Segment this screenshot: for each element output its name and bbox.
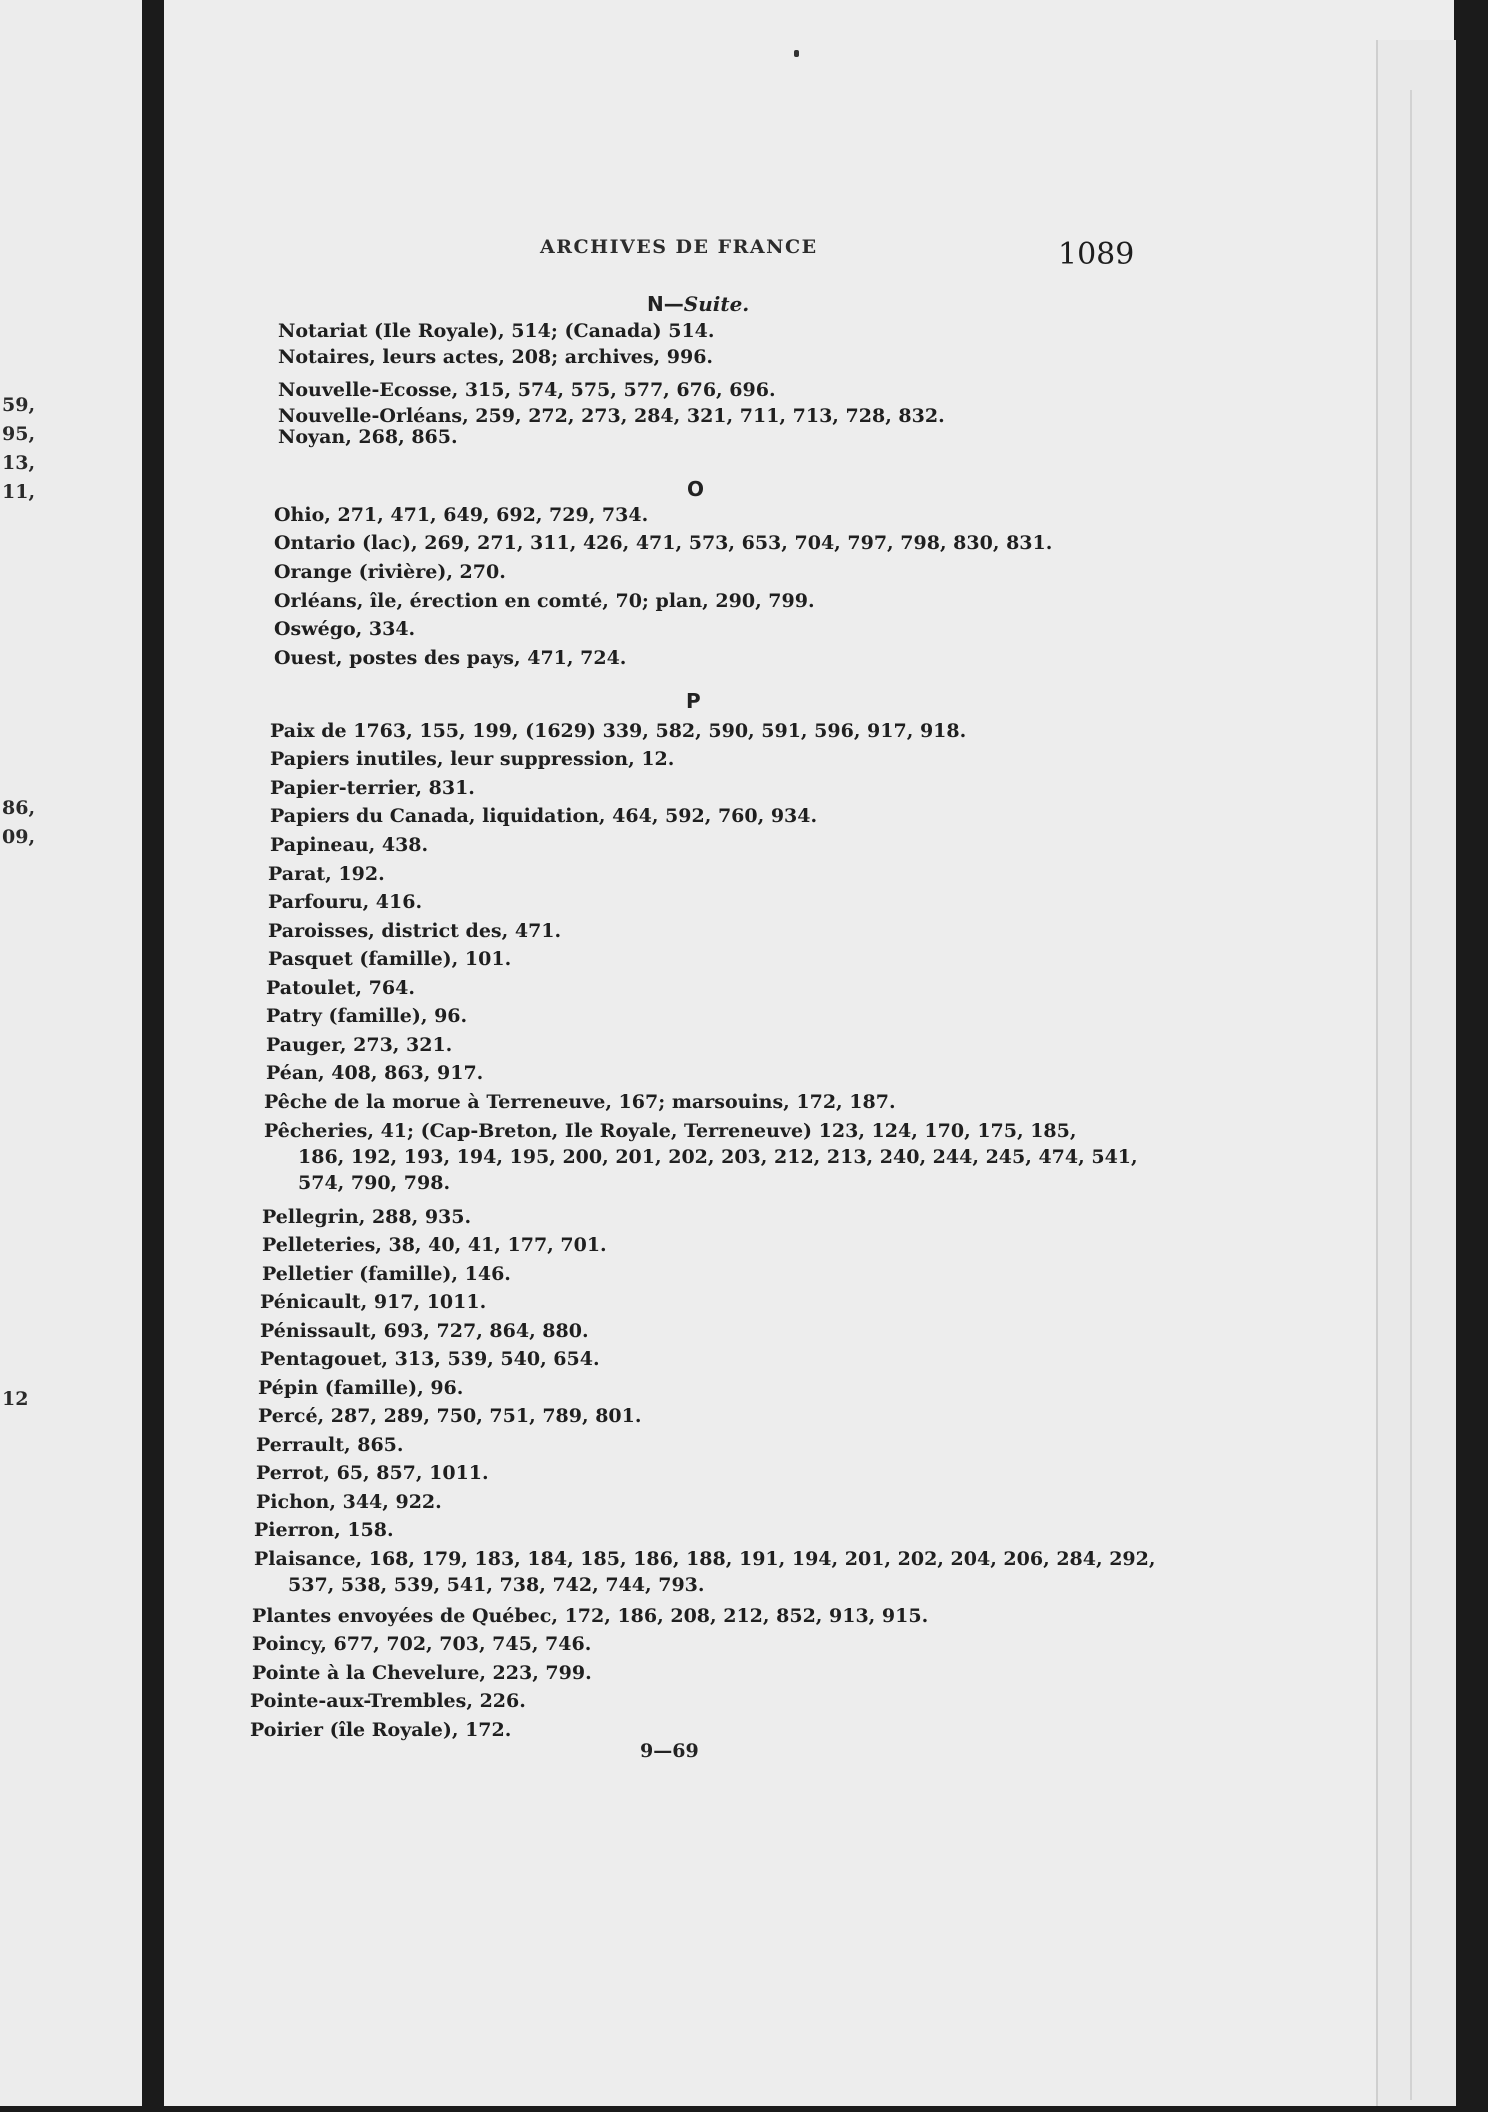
section-heading-letter: N—: [647, 292, 684, 316]
index-entry: Plantes envoyées de Québec, 172, 186, 208, 212, 852, 913, 915.: [252, 1605, 929, 1627]
left-margin-number: 09,: [2, 826, 36, 848]
index-entry: Pierron, 158.: [254, 1519, 394, 1541]
left-margin-number: 12: [2, 1388, 29, 1410]
index-entry: Notariat (Ile Royale), 514; (Canada) 514.: [278, 320, 715, 342]
index-entry-continuation: 186, 192, 193, 194, 195, 200, 201, 202, 203, 212, 213, 240, 244, 245, 474, 541,: [298, 1146, 1138, 1168]
index-entry: Oswégo, 334.: [274, 618, 416, 640]
index-entry: Pauger, 273, 321.: [266, 1034, 453, 1056]
index-entry: Perrot, 65, 857, 1011.: [256, 1462, 489, 1484]
left-margin-number: 13,: [2, 452, 36, 474]
bottom-border: [0, 2106, 1488, 2112]
index-entry: Patoulet, 764.: [266, 977, 415, 999]
signature-mark: 9—69: [640, 1740, 699, 1762]
index-entry: Patry (famille), 96.: [266, 1005, 468, 1027]
index-entry: Paroisses, district des, 471.: [268, 920, 562, 942]
index-entry: Pointe à la Chevelure, 223, 799.: [252, 1662, 592, 1684]
index-entry: Ohio, 271, 471, 649, 692, 729, 734.: [274, 504, 649, 526]
right-page-edge-line: [1410, 90, 1412, 2100]
index-entry: Péan, 408, 863, 917.: [266, 1062, 484, 1084]
left-margin-number: 86,: [2, 797, 36, 819]
index-entry-continuation: 574, 790, 798.: [298, 1172, 451, 1194]
section-heading-suite: Suite.: [683, 292, 750, 316]
left-margin-number: 59,: [2, 394, 36, 416]
index-entry: Pénicault, 917, 1011.: [260, 1291, 487, 1313]
index-entry-line: Pêcheries, 41; (Cap-Breton, Ile Royale, Terreneuve) 123, 124, 170, 175, 185,: [264, 1120, 1077, 1142]
index-entry: Papiers du Canada, liquidation, 464, 592, 760, 934.: [270, 805, 818, 827]
left-margin-number: 95,: [2, 423, 36, 445]
index-entry: Noyan, 268, 865.: [278, 426, 458, 448]
index-entry: Pentagouet, 313, 539, 540, 654.: [260, 1348, 600, 1370]
index-entry: Percé, 287, 289, 750, 751, 789, 801.: [258, 1405, 642, 1427]
index-entry: Pasquet (famille), 101.: [268, 948, 512, 970]
index-entry: Pichon, 344, 922.: [256, 1491, 442, 1513]
index-entry-line: Plaisance, 168, 179, 183, 184, 185, 186, 188, 191, 194, 201, 202, 204, 206, 284, 292,: [254, 1548, 1156, 1570]
index-entry: Papier-terrier, 831.: [270, 777, 475, 799]
index-entry: Pépin (famille), 96.: [258, 1377, 464, 1399]
index-entry: Nouvelle-Orléans, 259, 272, 273, 284, 321, 711, 713, 728, 832.: [278, 405, 945, 427]
dust-mark: [794, 50, 799, 57]
index-entry: Ontario (lac), 269, 271, 311, 426, 471, 573, 653, 704, 797, 798, 830, 831.: [274, 532, 1053, 554]
running-head: ARCHIVES DE FRANCE: [540, 236, 818, 258]
index-entry: Pêche de la morue à Terreneuve, 167; marsouins, 172, 187.: [264, 1091, 896, 1113]
index-entry: Papineau, 438.: [270, 834, 429, 856]
index-entry: Pellegrin, 288, 935.: [262, 1206, 472, 1228]
book-spine: [142, 0, 164, 2112]
index-entry: Pelleteries, 38, 40, 41, 177, 701.: [262, 1234, 607, 1256]
left-margin-number: 11,: [2, 481, 36, 503]
index-entry: Poincy, 677, 702, 703, 745, 746.: [252, 1633, 592, 1655]
index-entry-continuation: 537, 538, 539, 541, 738, 742, 744, 793.: [288, 1574, 705, 1596]
right-page-edge: [1376, 40, 1456, 2106]
index-entry: Perrault, 865.: [256, 1434, 404, 1456]
index-entry: Pelletier (famille), 146.: [262, 1263, 511, 1285]
index-entry-multiline: [254, 1546, 1155, 1598]
page-number: 1089: [1058, 237, 1135, 272]
index-entry: Ouest, postes des pays, 471, 724.: [274, 647, 627, 669]
index-entry: Papiers inutiles, leur suppression, 12.: [270, 748, 675, 770]
index-entry: Parat, 192.: [268, 863, 385, 885]
index-entry: Nouvelle-Ecosse, 315, 574, 575, 577, 676, 696.: [278, 379, 776, 401]
index-entry: Orange (rivière), 270.: [274, 561, 506, 583]
index-entry: Paix de 1763, 155, 199, (1629) 339, 582, 590, 591, 596, 917, 918.: [270, 720, 967, 742]
section-heading-n-suite: [647, 292, 749, 316]
index-entry: Pointe-aux-Trembles, 226.: [250, 1690, 526, 1712]
index-entry: Poirier (île Royale), 172.: [250, 1719, 512, 1741]
index-entry: Parfouru, 416.: [268, 891, 423, 913]
index-entry: Notaires, leurs actes, 208; archives, 996.: [278, 346, 714, 368]
index-entry: Pénissault, 693, 727, 864, 880.: [260, 1320, 589, 1342]
section-heading-o: O: [687, 477, 705, 501]
section-heading-p: P: [686, 689, 701, 713]
index-entry: Orléans, île, érection en comté, 70; plan, 290, 799.: [274, 590, 815, 612]
left-page-margin-numbers: [0, 0, 142, 2112]
index-entry-multiline: [264, 1118, 1138, 1196]
